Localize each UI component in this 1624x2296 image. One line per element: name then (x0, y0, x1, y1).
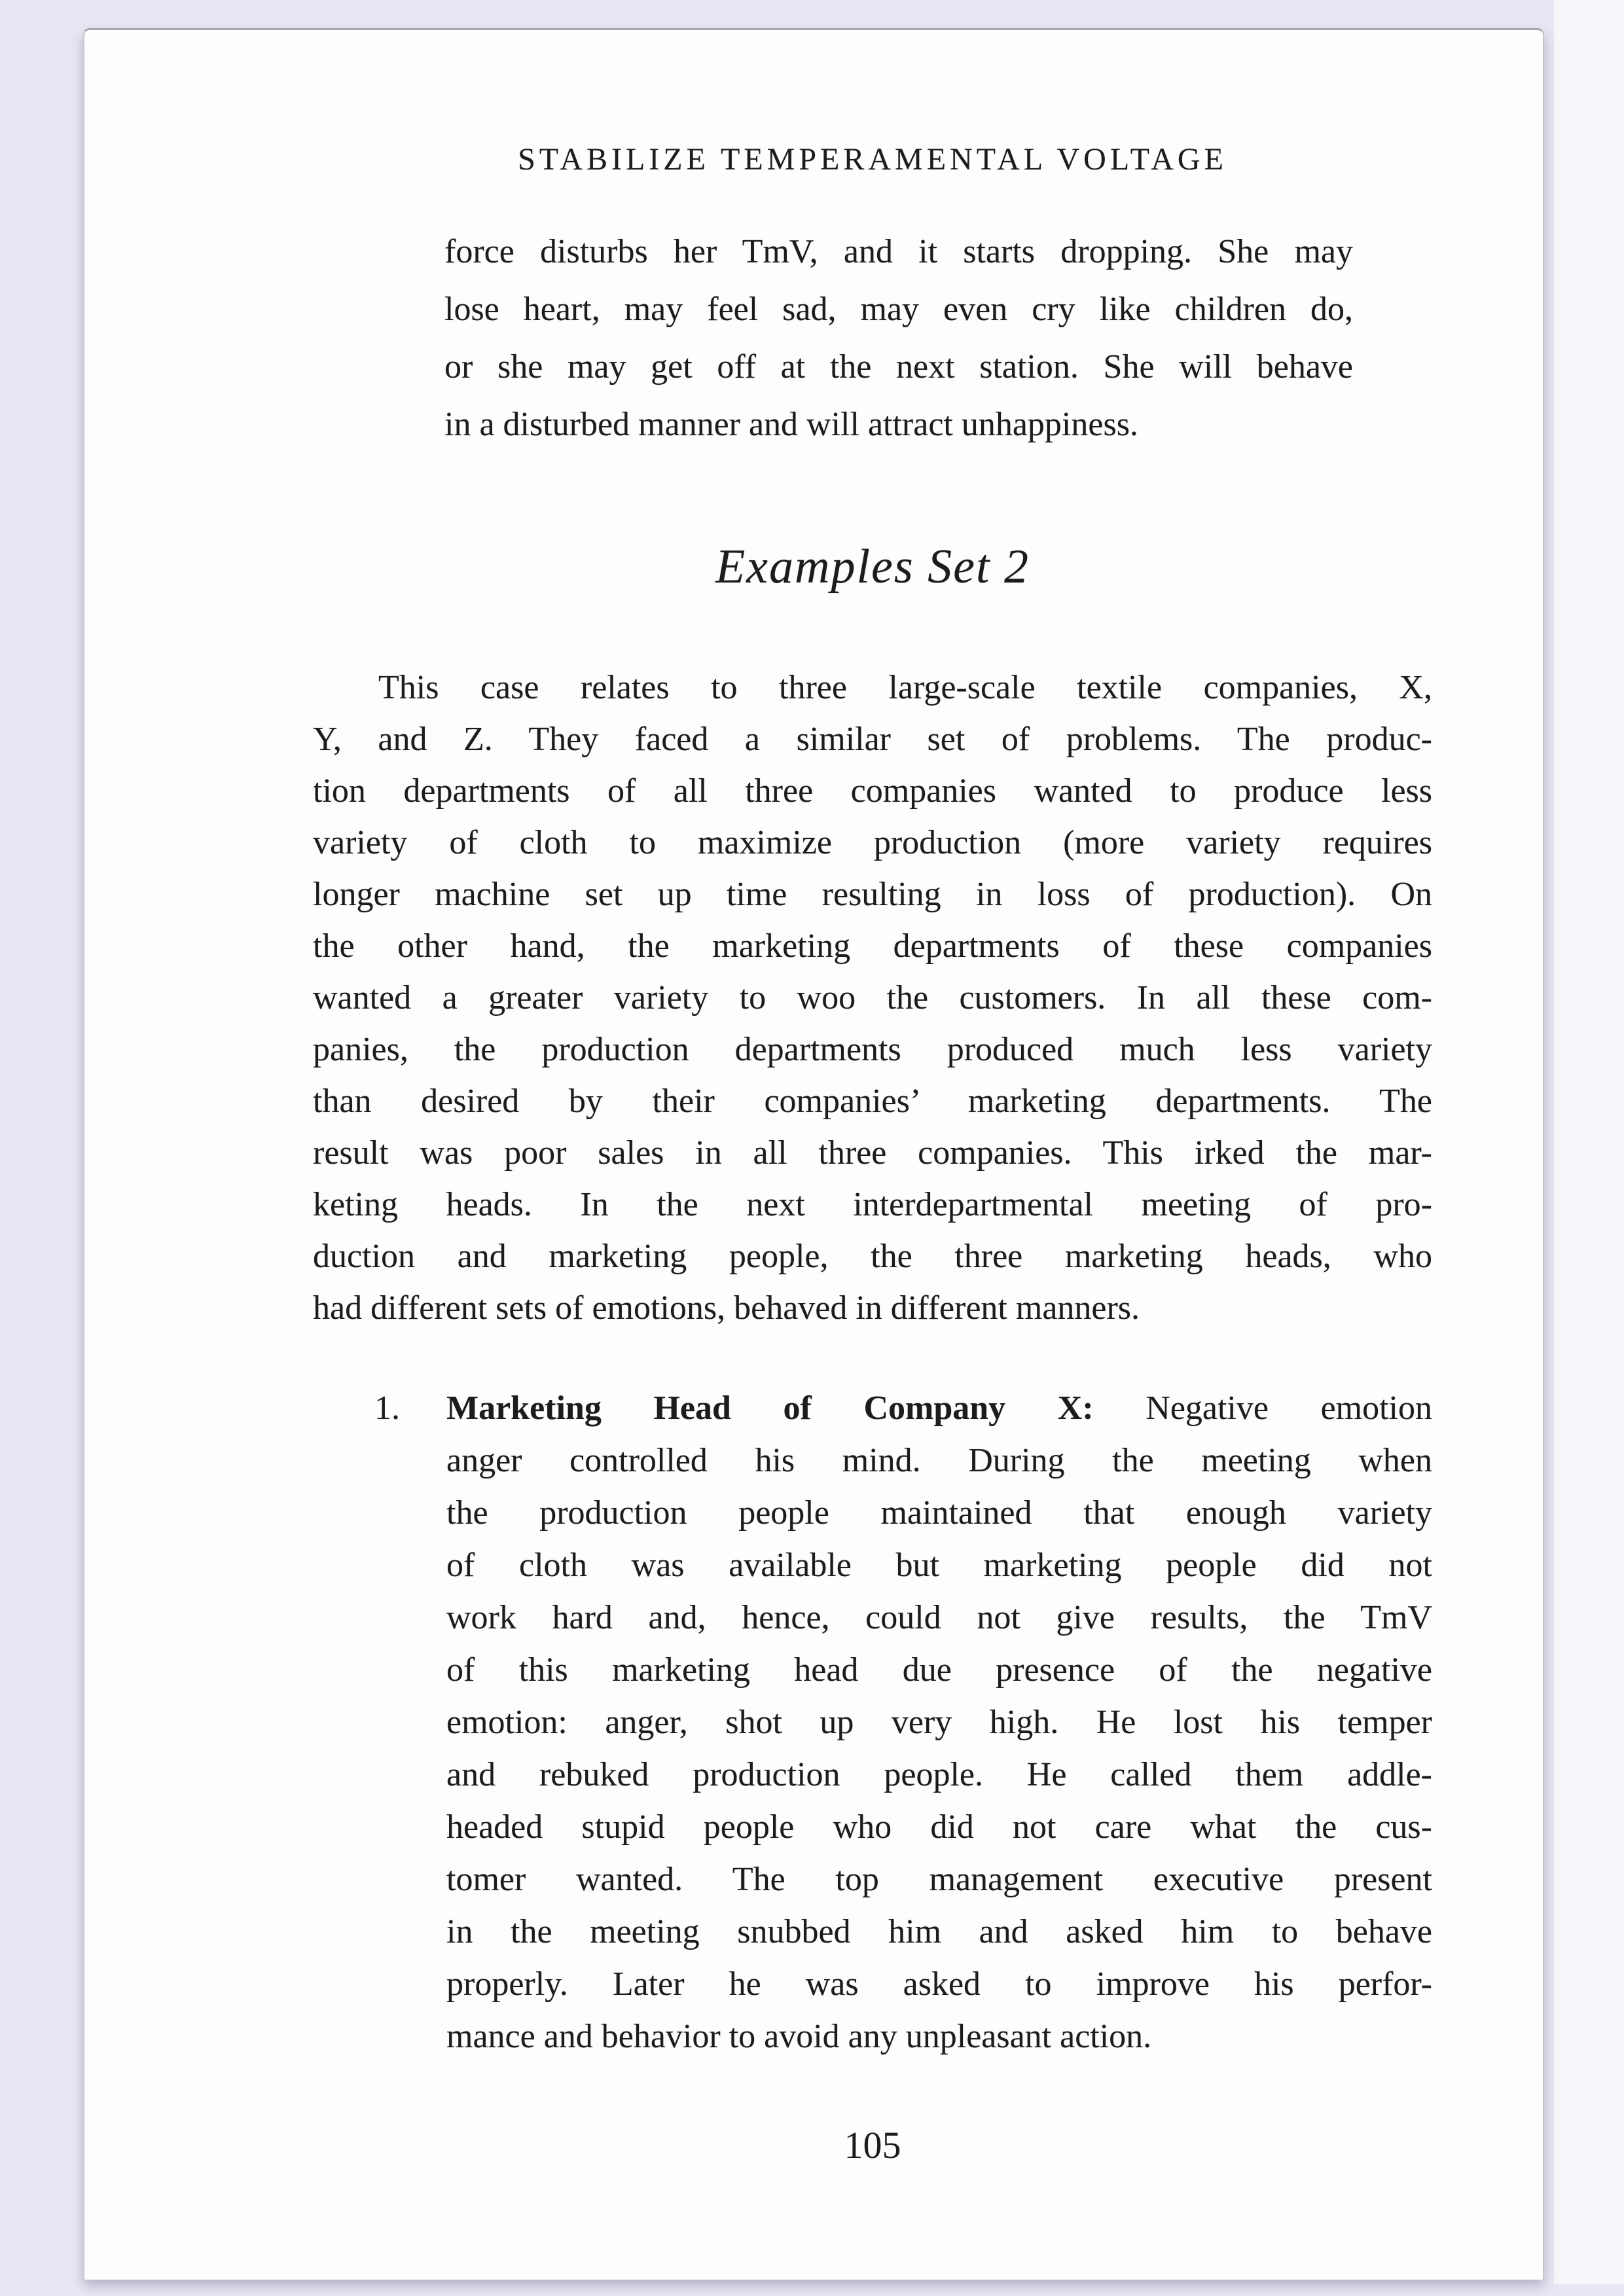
text-line: in a disturbed manner and will attract unhappiness. (444, 406, 1138, 443)
text-line: mance and behavior to avoid any unpleasant action. (446, 2018, 1152, 2055)
text-line: in the meeting snubbed him and asked him to behave (446, 1913, 1432, 1950)
text-line: headed stupid people who did not care what the cus- (446, 1808, 1432, 1846)
list-item-lead: Marketing Head of Company X: (446, 1390, 1094, 1427)
text-line: than desired by their companies’ marketing departments. The (313, 1083, 1432, 1120)
text-line: and rebuked production people. He called them addle- (446, 1756, 1432, 1793)
text-line: properly. Later he was asked to improve his perfor- (446, 1965, 1432, 2003)
background-right-strip (1554, 0, 1624, 2284)
text-line: wanted a greater variety to woo the customers. In all these com- (313, 979, 1432, 1016)
text-line: panies, the production departments produced much less variety (313, 1031, 1432, 1068)
text-line: duction and marketing people, the three marketing heads, who (313, 1238, 1432, 1275)
text-line: anger controlled his mind. During the meeting when (446, 1442, 1432, 1479)
text-line: or she may get off at the next station. She will behave (444, 348, 1353, 386)
text-line: Y, and Z. They faced a similar set of problems. The produc- (313, 721, 1432, 758)
text-line: keting heads. In the next interdepartmental meeting of pro- (313, 1186, 1432, 1223)
text-line: variety of cloth to maximize production (more variety requires (313, 824, 1432, 861)
text-line: result was poor sales in all three companies. This irked the mar- (313, 1134, 1432, 1172)
text-line: of this marketing head due presence of the negative (446, 1651, 1432, 1689)
numbered-list-item (374, 1382, 1432, 2063)
text-line: the production people maintained that enough variety (446, 1494, 1432, 1532)
text-line: work hard and, hence, could not give results, the TmV (446, 1599, 1432, 1636)
text-line: This case relates to three large-scale textile companies, X, (378, 669, 1432, 706)
list-item-number: 1. (374, 1390, 400, 1427)
case-paragraph (313, 662, 1432, 1334)
text-line: longer machine set up time resulting in loss of production). On (313, 876, 1432, 913)
text-line: lose heart, may feel sad, may even cry like children do, (444, 291, 1353, 328)
text-line: of cloth was available but marketing people did not (446, 1547, 1432, 1584)
running-header: STABILIZE TEMPERAMENTAL VOLTAGE (518, 142, 1227, 177)
text-line: had different sets of emotions, behaved in different manners. (313, 1289, 1140, 1327)
text-line: force disturbs her TmV, and it starts dropping. She may (444, 233, 1353, 270)
intro-paragraph (444, 223, 1353, 454)
list-item-lead-rest: Negative emotion (1093, 1390, 1432, 1427)
text-line: tomer wanted. The top management executive present (446, 1861, 1432, 1898)
section-heading: Examples Set 2 (715, 540, 1030, 594)
list-item-body (446, 1382, 1432, 2063)
page-number: 105 (844, 2124, 901, 2166)
text-line (446, 1382, 1432, 1435)
text-line: emotion: anger, shot up very high. He lost his temper (446, 1704, 1432, 1741)
book-page (83, 28, 1544, 2280)
text-line: tion departments of all three companies wanted to produce less (313, 772, 1432, 810)
text-line: the other hand, the marketing departments of these companies (313, 927, 1432, 965)
